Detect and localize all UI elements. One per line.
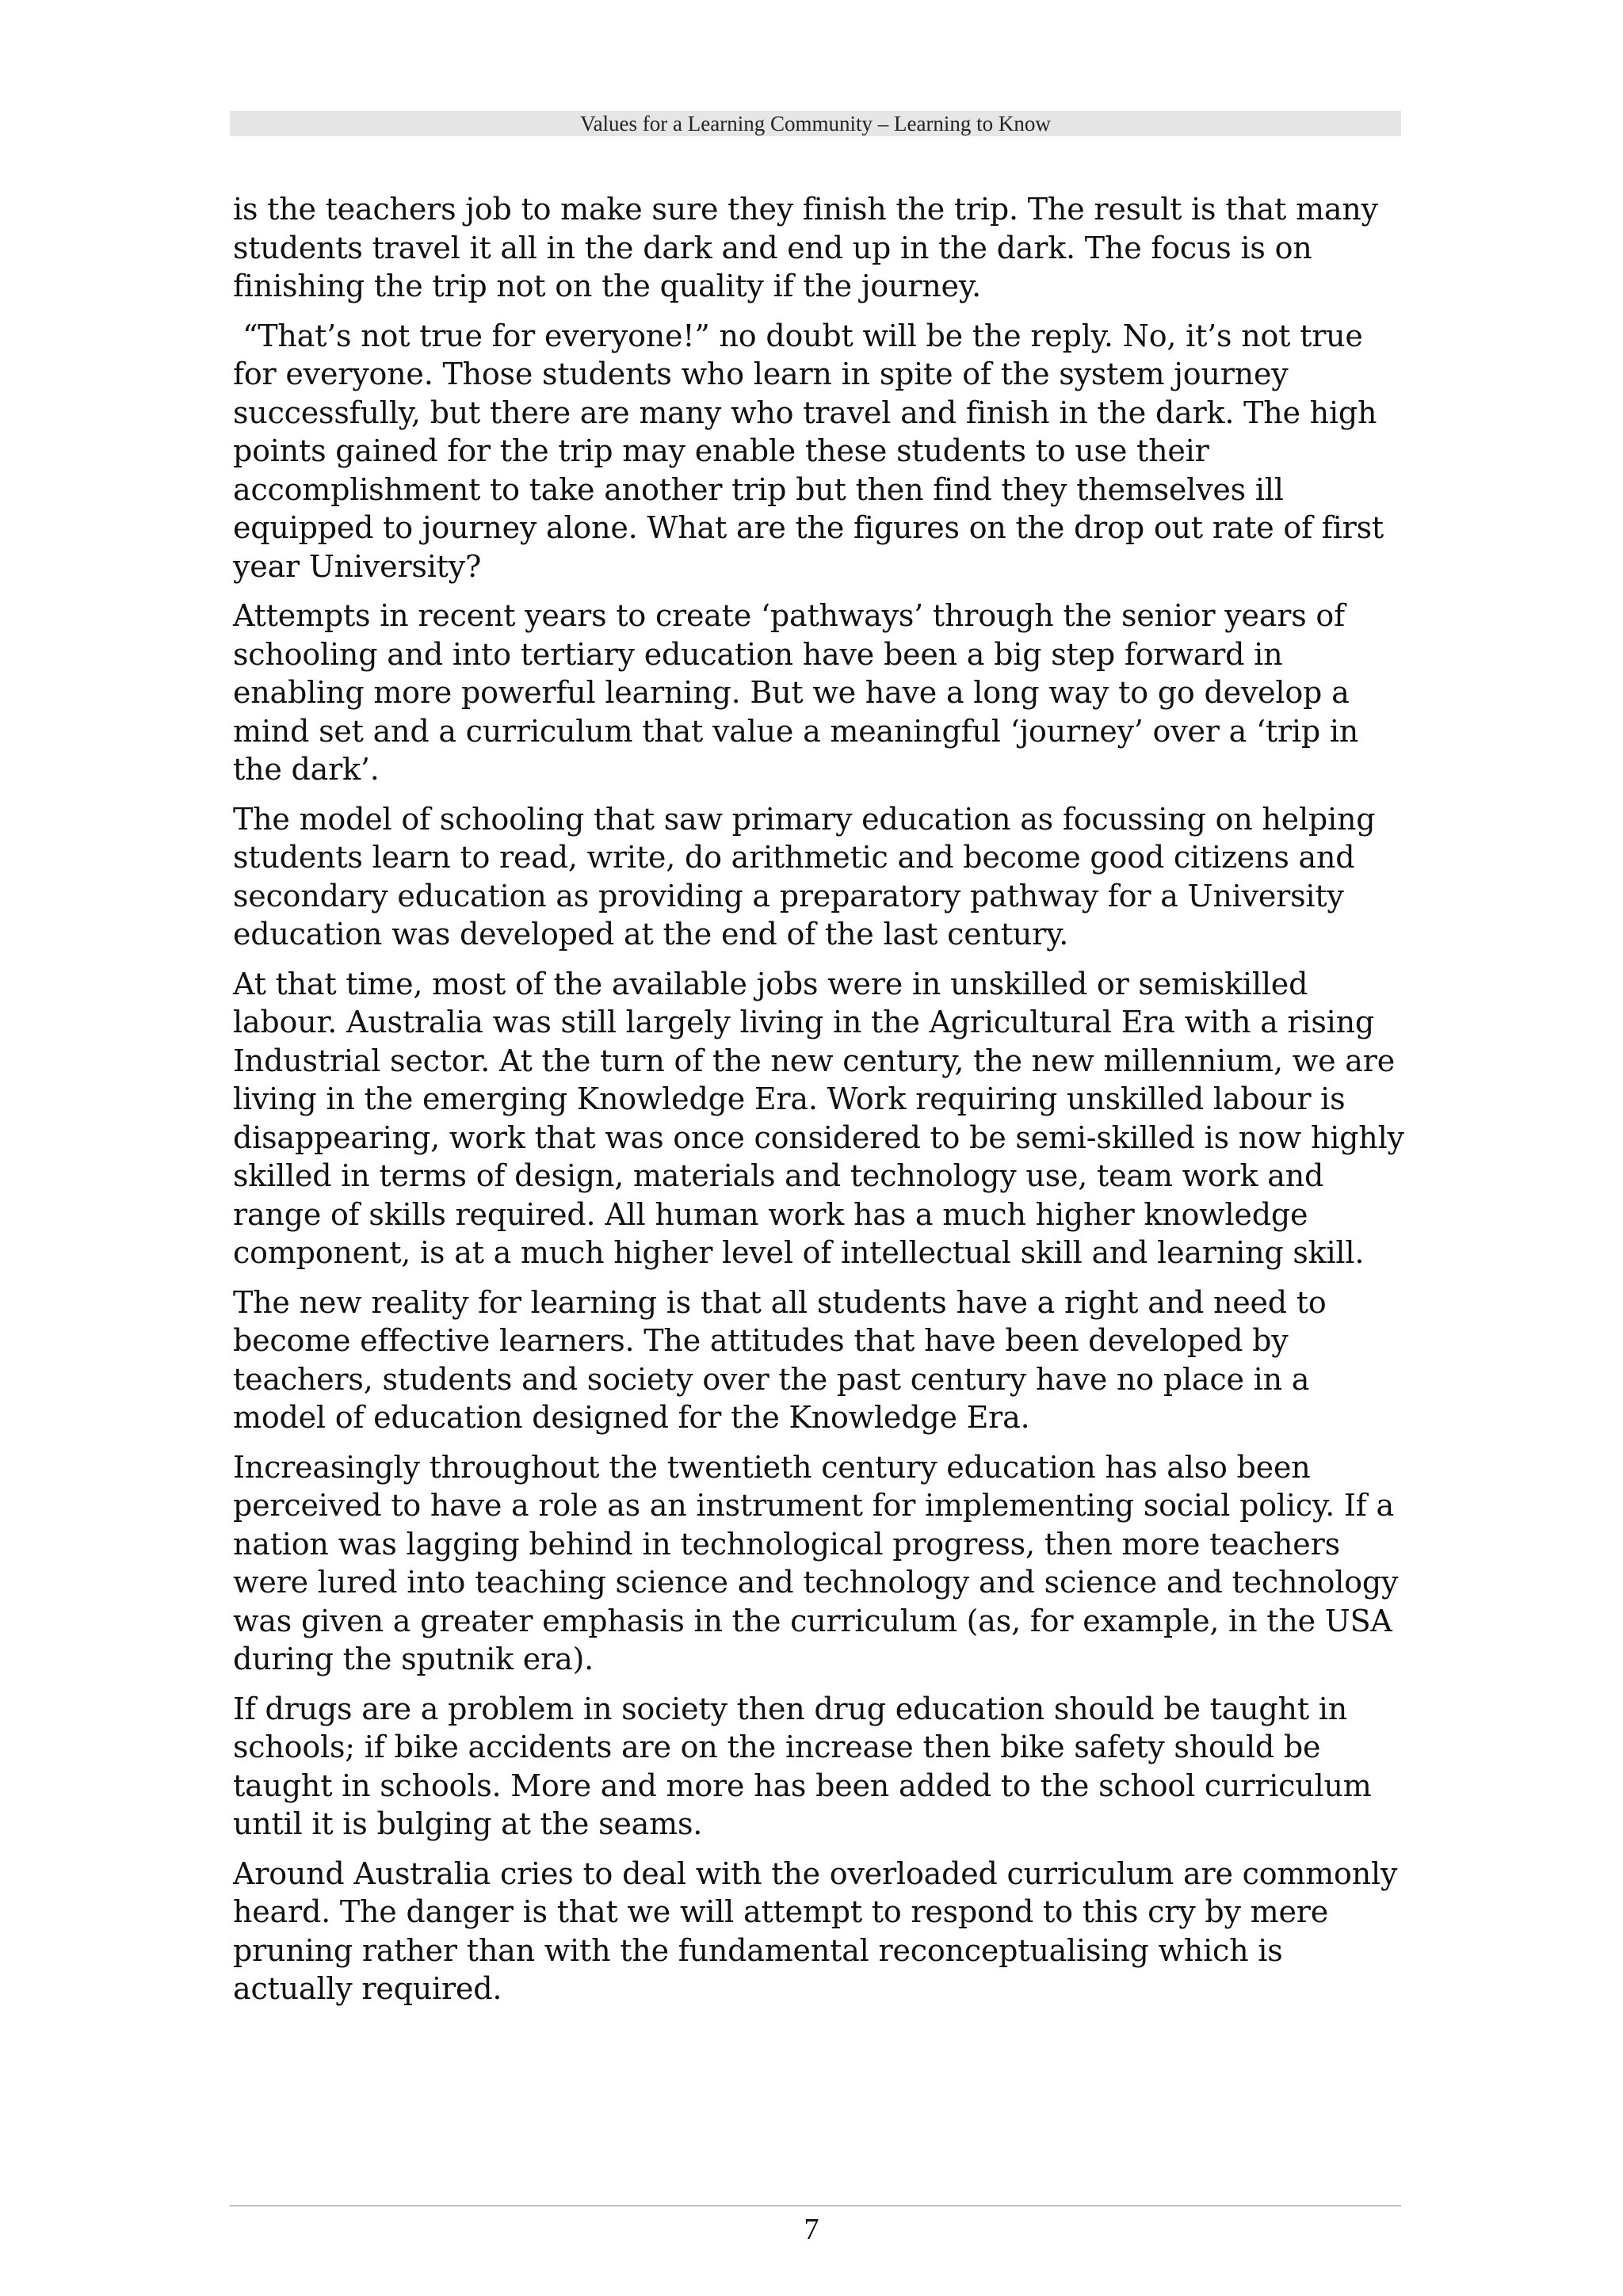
paragraph: is the teachers job to make sure they finish the trip. The result is that many students travel it all in the dark and end up in the dark. The focus is on finishing the trip not on the quality if the journey. (233, 192, 1378, 303)
paragraph: The new reality for learning is that all students have a right and need to become effective learners. The attitudes that have been developed by teachers, students and society over the past century have no place in a model of education designed for the Knowledge Era. (233, 1284, 1327, 1435)
body-text (233, 190, 1406, 2019)
paragraph: At that time, most of the available jobs were in unskilled or semiskilled labour. Australia was still largely living in the Agricultural Era with a rising Industrial sector. At the turn of the new century, the new millennium, we are living in the emerging Knowledge Era. Work requiring unskilled labour is disappearing, work that was once considered to be semi-skilled is now highly skilled in terms of design, materials and technology use, team work and range of skills required. All human work has a much higher knowledge component, is at a much higher level of intellectual skill and learning skill. (233, 966, 1404, 1270)
paragraph: If drugs are a problem in society then drug education should be taught in schools; if bike accidents are on the increase then bike safety should be taught in schools. More and more has been added to the school curriculum until it is bulging at the seams. (233, 1691, 1372, 1841)
page-number: 7 (804, 2213, 819, 2246)
running-header: Values for a Learning Community – Learning to Know (230, 111, 1401, 136)
paragraph: “That’s not true for everyone!” no doubt will be the reply. No, it’s not true for everyone. Those students who learn in spite of the system journey successfully, but there are many who travel and finish in the dark. The high points gained for the trip may enable these students to use their accomplishment to take another trip but then find they themselves ill equipped to journey alone. What are the figures on the drop out rate of first year University? (233, 318, 1384, 584)
paragraph: Attempts in recent years to create ‘pathways’ through the senior years of schooling and into tertiary education have been a big step forward in enabling more powerful learning. But we have a long way to go develop a mind set and a curriculum that value a meaningful ‘journey’ over a ‘trip in the dark’. (233, 598, 1359, 787)
paragraph: Around Australia cries to deal with the overloaded curriculum are commonly heard. The danger is that we will attempt to respond to this cry by mere pruning rather than with the fundamental reconceptualising which is actually required. (233, 1855, 1398, 2006)
paragraph: Increasingly throughout the twentieth century education has also been perceived to have a role as an instrument for implementing social policy. If a nation was lagging behind in technological progress, then more teachers were lured into teaching science and technology and science and technology was given a greater emphasis in the curriculum (as, for example, in the USA during the sputnik era). (233, 1449, 1399, 1676)
footer-rule (230, 2205, 1401, 2206)
paragraph: The model of schooling that saw primary education as focussing on helping students learn to read, write, do arithmetic and become good citizens and secondary education as providing a preparatory pathway for a University education was developed at the end of the last century. (233, 801, 1376, 952)
